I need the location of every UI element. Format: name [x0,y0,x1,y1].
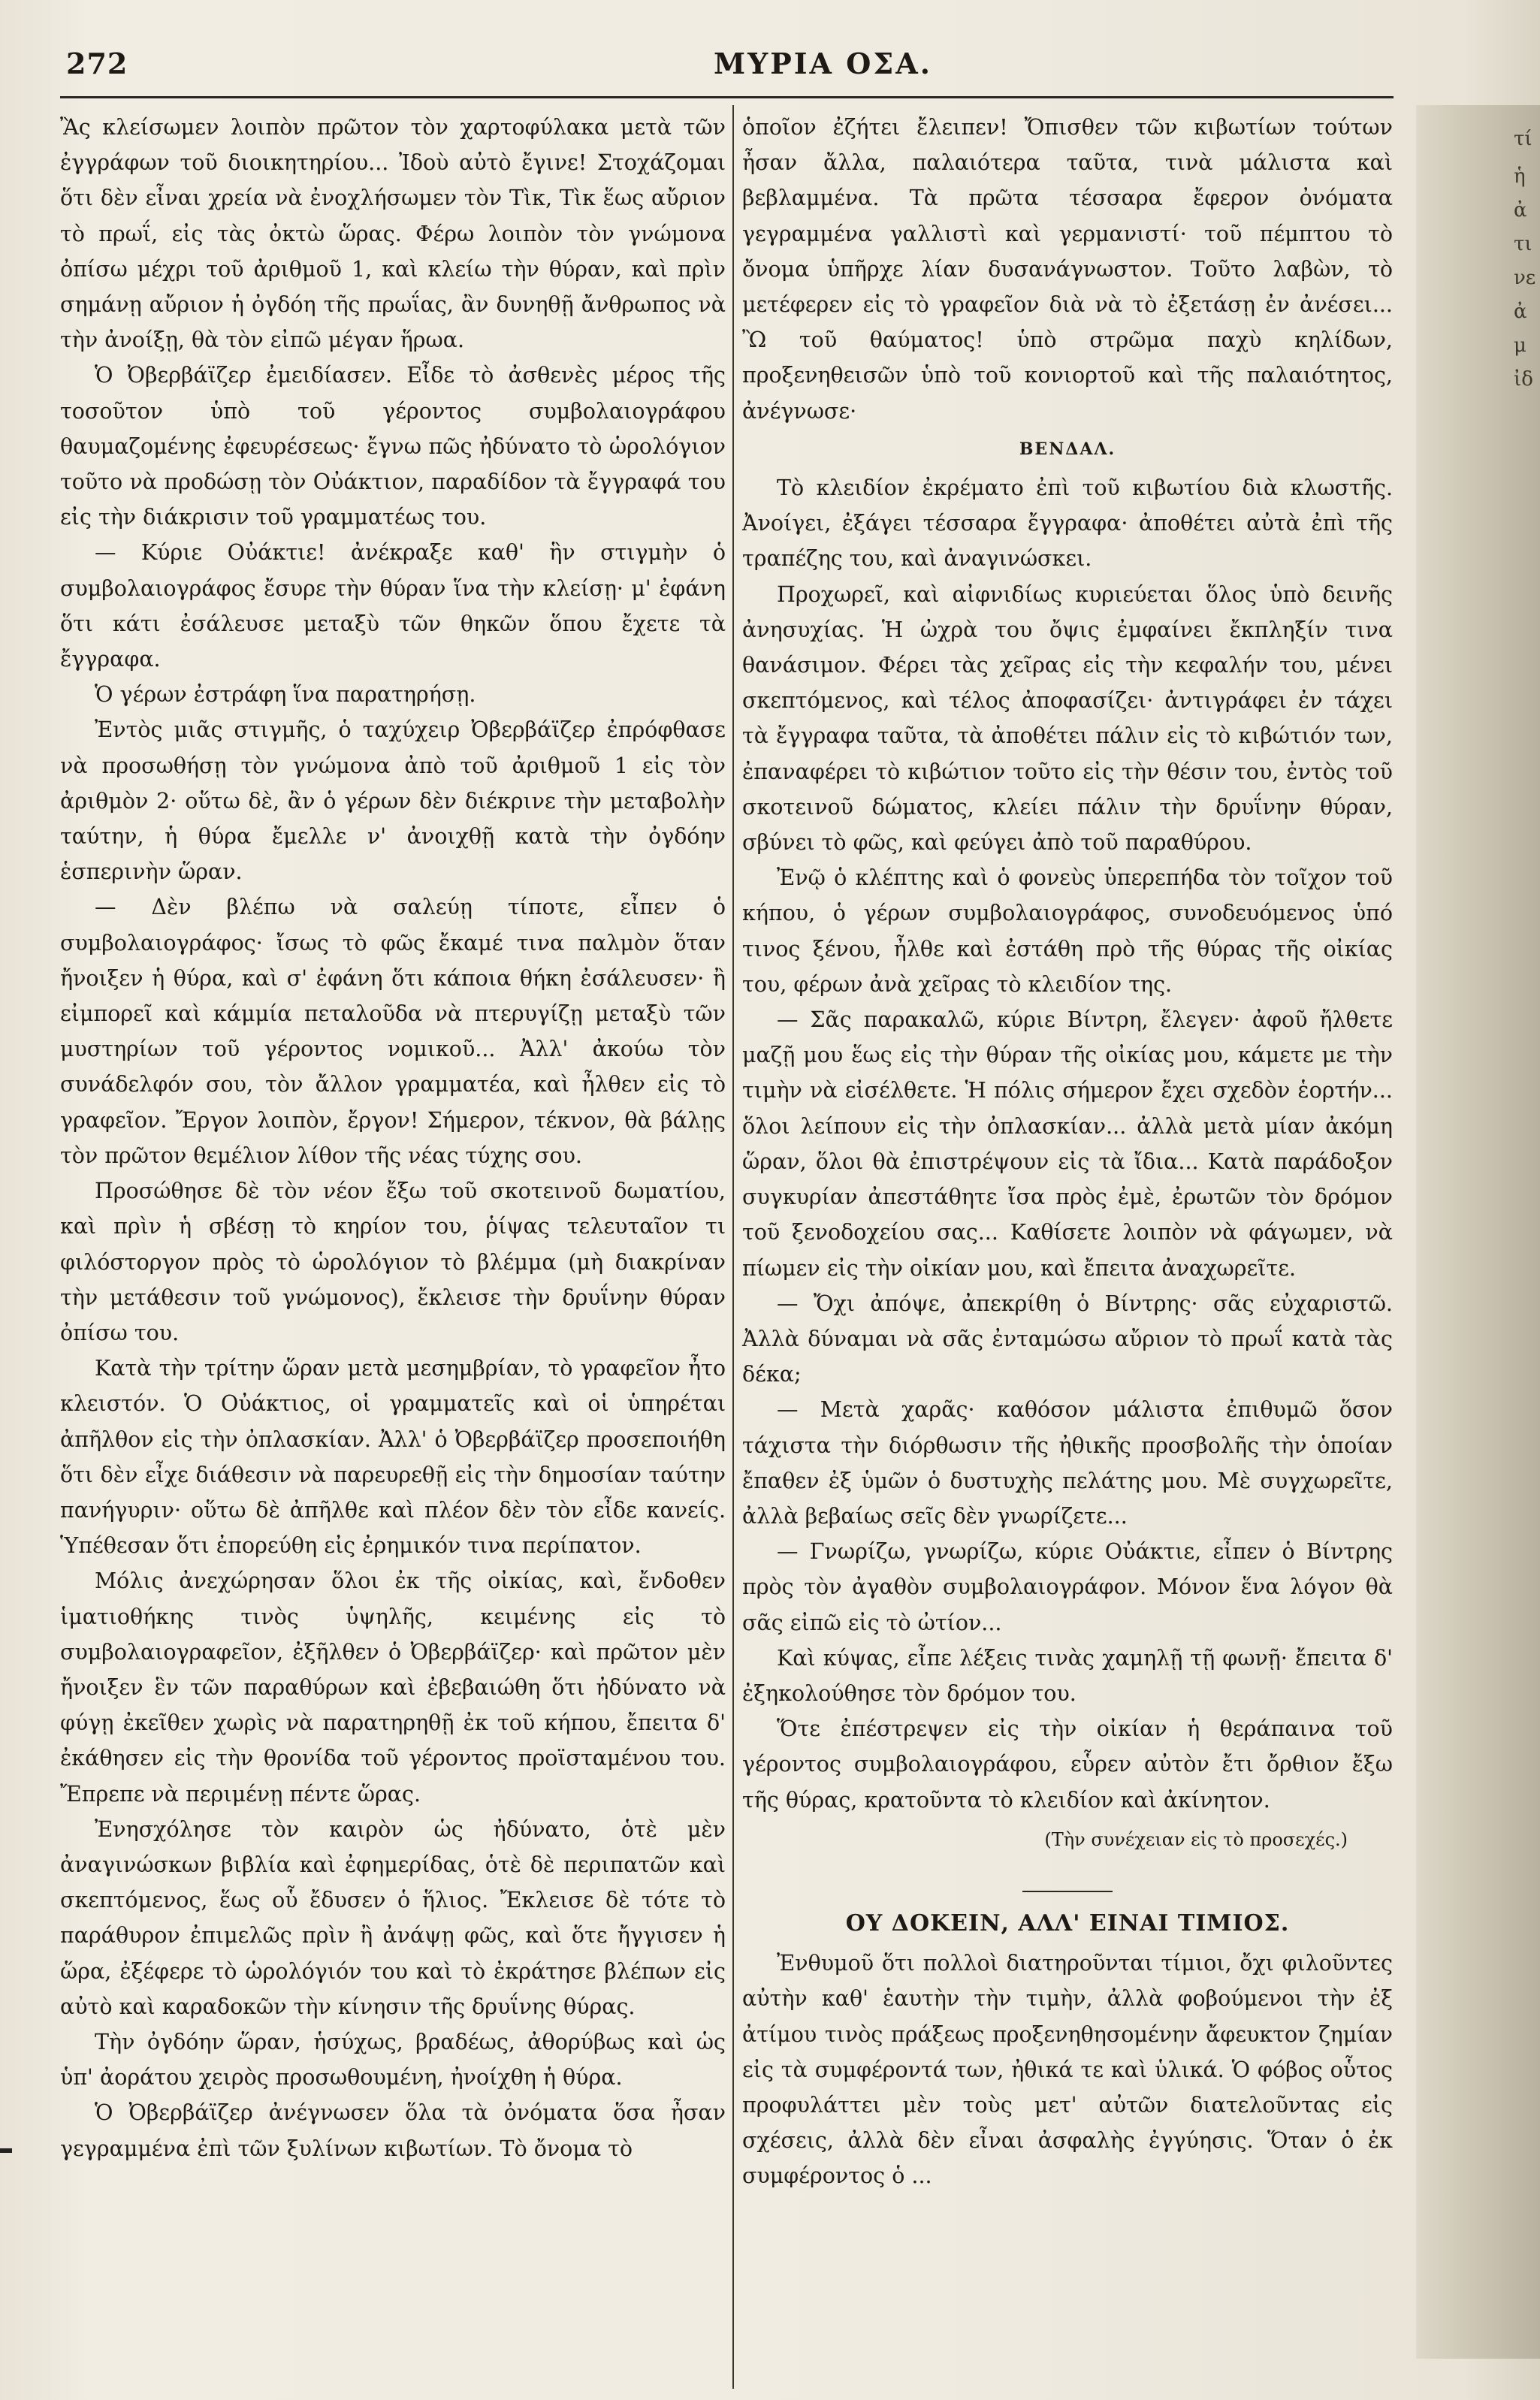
left-paragraph: Ἐνησχόλησε τὸν καιρὸν ὡς ἠδύνατο, ὁτὲ μὲν ἀναγινώσκων βιβλία καὶ ἐφημερίδας, ὁτὲ δὲ περιπατῶν καὶ σκεπτόμενος, ἕως οὗ ἔδυσεν ὁ ἥλιος. Ἔκλεισε δὲ τότε τὸ παράθυρον ἐπιμελῶς πρὶν ἢ ἀνάψῃ φῶς, καὶ ὅτε ἤγγισεν ἡ ὥρα, ἐξέφερε τὸ ὡρολόγιόν του καὶ τὸ ἐκράτησε βλέπων εἰς αὐτὸ καὶ καραδοκῶν τὴν κίνησιν τῆς δρυΐνης θύρας. [60,1816,726,2019]
facing-page-fragment: ἡ [1514,165,1526,188]
right-paragraph: — Γνωρίζω, γνωρίζω, κύριε Οὐάκτιε, εἶπεν ὁ Βίντρης πρὸς τὸν ἀγαθὸν συμβολαιογράφον. Μόνον ἕνα λόγον θὰ σᾶς εἰπῶ εἰς τὸ ὠτίον... [742,1539,1393,1635]
left-paragraph: Ὁ Ὀβερβάϊζερ ἀνέγνωσεν ὅλα τὰ ὀνόματα ὅσα ἦσαν γεγραμμένα ἐπὶ τῶν ξυλίνων κιβωτίων. Τὸ ὄνομα τὸ [60,2100,726,2161]
facing-page-edge [1416,105,1540,2359]
section-title: ΟΥ ΔΟΚΕΙΝ, ΑΛΛ' ΕΙΝΑΙ ΤΙΜΙΟΣ. [845,1909,1290,1937]
right-paragraph: — Ὄχι ἀπόψε, ἀπεκρίθη ὁ Βίντρης· σᾶς εὐχαριστῶ. Ἀλλὰ δύναμαι νὰ σᾶς ἐνταμώσω αὔριον τὸ πρωΐ κατὰ τὰς δέκα; [742,1291,1393,1387]
section-rule [1022,1891,1113,1892]
right-paragraph: Ἐνῷ ὁ κλέπτης καὶ ὁ φονεὺς ὑπερεπήδα τὸν τοῖχον τοῦ κήπου, ὁ γέρων συμβολαιογράφος, συνοδευόμενος ὑπό τινος ξένου, ἦλθε καὶ ἐστάθη πρὸ τῆς θύρας τῆς οἰκίας του, φέρων ἀνὰ χεῖρας τὸ κλειδίον της. [742,865,1393,997]
to-be-continued-note: (Τὴν συνέχειαν εἰς τὸ προσεχές.) [1044,1828,1348,1850]
header-rule [60,96,1394,98]
page-number: 272 [66,47,128,80]
facing-page-fragment: τι [1514,233,1532,255]
left-column [60,110,726,2166]
right-paragraph: — Σᾶς παρακαλῶ, κύριε Βίντρη, ἔλεγεν· ἀφοῦ ἤλθετε μαζῇ μου ἕως εἰς τὴν θύραν τῆς οἰκίας μου, κάμετε με τὴν τιμὴν νὰ εἰσέλθετε. Ἡ πόλις σήμερον ἔχει σχεδὸν ἑορτήν... ὅλοι λείπουν εἰς τὴν ὀπλασκίαν... ἀλλὰ μετὰ μίαν ἀκόμη ὥραν, ὅλοι θὰ ἐπιστρέψουν εἰς τὰ ἴδια... Κατὰ παράδοξον συγκυρίαν ἀπεστάθητε ἴσα πρὸς ἐμὲ, ἐρωτῶν τὸν δρόμον τοῦ ξενοδοχείου σας... Καθίσετε λοιπὸν νὰ φάγωμεν, νὰ πίωμεν εἰς τὴν οἰκίαν μου, καὶ ἔπειτα ἀναχωρεῖτε. [742,1007,1393,1281]
right-paragraph: ὁποῖον ἐζήτει ἔλειπεν! Ὄπισθεν τῶν κιβωτίων τούτων ἦσαν ἄλλα, παλαιότερα ταῦτα, τινὰ μάλιστα καὶ βεβλαμμένα. Τὰ πρῶτα τέσσαρα ἔφερον ὀνόματα γεγραμμένα γαλλιστὶ καὶ γερμανιστί· τοῦ πέμπτου τὸ ὄνομα ὑπῆρχε λίαν δυσανάγνωστον. Τοῦτο λαβὼν, τὸ μετέφερεν εἰς τὸ γραφεῖον διὰ νὰ τὸ ἐξετάσῃ ἐν ἀνέσει... Ὢ τοῦ θαύματος! ὑπὸ στρῶμα παχὺ κηλίδων, προξενηθεισῶν ὑπὸ τοῦ κονιορτοῦ καὶ τῆς παλαιότητος, ἀνέγνωσε· [742,115,1393,424]
right-paragraph: Τὸ κλειδίον ἐκρέματο ἐπὶ τοῦ κιβωτίου διὰ κλωστῆς. Ἀνοίγει, ἐξάγει τέσσαρα ἔγγραφα· ἀποθέτει αὐτὰ ἐπὶ τῆς τραπέζης του, καὶ ἀναγινώσκει. [742,475,1393,572]
facing-page-fragment: ἀ [1514,300,1527,323]
right-column [742,110,1393,2194]
facing-page-fragment: ἰδ [1514,368,1533,391]
right-paragraph: Ὅτε ἐπέστρεψεν εἰς τὴν οἰκίαν ἡ θεράπαινα τοῦ γέροντος συμβολαιογράφου, εὗρεν αὐτὸν ἔτι ὄρθιον ἔξω τῆς θύρας, κρατοῦντα τὸ κλειδίον καὶ ἀκίνητον. [742,1716,1393,1813]
left-paragraph: Μόλις ἀνεχώρησαν ὅλοι ἐκ τῆς οἰκίας, καὶ, ἔνδοθεν ἱματιοθήκης τινὸς ὑψηλῆς, κειμένης εἰς τὸ συμβολαιογραφεῖον, ἐξῆλθεν ὁ Ὀβερβάϊζερ· καὶ πρῶτον μὲν ἤνοιξεν ἓν τῶν παραθύρων καὶ ἐβεβαιώθη ὅτι ἠδύνατο νὰ φύγῃ ἐκεῖθεν χωρὶς νὰ παρατηρηθῇ ἐκ τοῦ κήπου, ἔπειτα δ' ἐκάθησεν εἰς τὴν θρονίδα τοῦ γέροντος προϊσταμένου του. Ἔπρεπε νὰ περιμένῃ πέντε ὥρας. [60,1568,726,1807]
left-paragraph: Ἐντὸς μιᾶς στιγμῆς, ὁ ταχύχειρ Ὀβερβάϊζερ ἐπρόφθασε νὰ προσωθήσῃ τὸν γνώμονα ἀπὸ τοῦ ἀριθμοῦ 1 εἰς τὸν ἀριθμὸν 2· οὕτω δὲ, ἂν ὁ γέρων δὲν διέκρινε τὴν μεταβολὴν ταύτην, ἡ θύρα ἔμελλε ν' ἀνοιχθῇ κατὰ τὴν ὀγδόην ἑσπερινὴν ὥραν. [60,717,726,885]
facing-page-fragment: τί [1514,128,1532,150]
column-divider [732,105,734,2389]
right-paragraph: Ἐνθυμοῦ ὅτι πολλοὶ διατηροῦνται τίμιοι, ὄχι φιλοῦντες αὐτὴν καθ' ἑαυτὴν τὴν τιμὴν, ἀλλὰ φοβούμενοι τὴν ἐξ ἀτίμου τινὸς πράξεως προξενηθησομένην ἄφευκτον ζημίαν εἰς τὰ συμφέροντά των, ἠθικά τε καὶ ὑλικά. Ὁ φόβος οὗτος προφυλάττει μὲν τοὺς μετ' αὐτῶν διατελοῦντας εἰς σχέσεις, ἀλλὰ δὲν εἶναι ἀσφαλὴς ἐγγύησις. Ὅταν ὁ ἐκ συμφέροντος ὁ ... [742,1951,1393,2189]
margin-mark [0,2148,12,2153]
left-paragraph: Ὁ γέρων ἐστράφη ἵνα παρατηρήσῃ. [95,682,476,708]
left-paragraph: Κατὰ τὴν τρίτην ὥραν μετὰ μεσημβρίαν, τὸ γραφεῖον ἦτο κλειστόν. Ὁ Οὐάκτιος, οἱ γραμματεῖς καὶ οἱ ὑπηρέται ἀπῆλθον εἰς τὴν ὀπλασκίαν. Ἀλλ' ὁ Ὀβερβάϊζερ προσεποιήθη ὅτι δὲν εἶχε διάθεσιν νὰ παρευρεθῇ εἰς τὴν δημοσίαν ταύτην πανήγυριν· οὕτω δὲ ἀπῆλθε καὶ πλέον δὲν τὸν εἶδε κανείς. Ὑπέθεσαν ὅτι ἐπορεύθη εἰς ἐρημικόν τινα περίπατον. [60,1356,726,1559]
facing-page-fragment: μ [1514,334,1526,357]
page-header [60,39,1394,92]
left-paragraph: Προσώθησε δὲ τὸν νέον ἔξω τοῦ σκοτεινοῦ δωματίου, καὶ πρὶν ἡ σβέσῃ τὸ κηρίον του, ῥίψας τελευταῖον τι φιλόστοργον πρὸς τὸ ὡρολόγιον τὸ βλέμμα (μὴ διακρίναν τὴν μετάθεσιν τοῦ γνώμονος), ἔκλεισε τὴν δρυΐνην θύραν ὀπίσω του. [60,1179,726,1345]
left-paragraph: Ἂς κλείσωμεν λοιπὸν πρῶτον τὸν χαρτοφύλακα μετὰ τῶν ἐγγράφων τοῦ διοικητηρίου... Ἰδοὺ αὐτὸ ἔγινε! Στοχάζομαι ὅτι δὲν εἶναι χρεία νὰ ἐνοχλήσωμεν τὸν Τὶκ, Τὶκ ἕως αὔριον τὸ πρωΐ, εἰς τὰς ὀκτὼ ὥρας. Φέρω λοιπὸν τὸν γνώμονα ὀπίσω μέχρι τοῦ ἀριθμοῦ 1, καὶ κλείω τὴν θύραν, καὶ πρὶν σημάνῃ αὔριον ἡ ὀγδόη τῆς πρωΐας, ἂν δυνηθῇ ἄνθρωπος νὰ τὴν ἀνοίξῃ, θὰ τὸν εἰπῶ μέγαν ἥρωα. [60,115,726,353]
left-paragraph: Ὁ Ὀβερβάϊζερ ἐμειδίασεν. Εἶδε τὸ ἀσθενὲς μέρος τῆς τοσοῦτον ὑπὸ τοῦ γέροντος συμβολαιογράφου θαυμαζομένης ἐφευρέσεως· ἔγνω πῶς ἠδύνατο τὸ ὡρολόγιον τοῦτο νὰ προδώσῃ τὸν Οὐάκτιον, παραδίδον τὰ ἔγγραφά του εἰς τὴν διάκρισιν τοῦ γραμματέως του. [60,363,726,530]
right-paragraph: Καὶ κύψας, εἶπε λέξεις τινὰς χαμηλῇ τῇ φωνῇ· ἔπειτα δ' ἐξηκολούθησε τὸν δρόμον του. [742,1645,1393,1706]
left-paragraph: — Δὲν βλέπω νὰ σαλεύῃ τίποτε, εἶπεν ὁ συμβολαιογράφος· ἴσως τὸ φῶς ἔκαμέ τινα παλμὸν ὅταν ἤνοιξεν ἡ θύρα, καὶ σ' ἐφάνη ὅτι κάποια θήκη ἐσάλευσεν· ἢ εἰμπορεῖ καὶ κάμμία πεταλοῦδα νὰ πτερυγίζῃ μεταξὺ τῶν μυστηρίων τοῦ γέροντος νομικοῦ... Ἀλλ' ἀκούω τὸν συνάδελφόν σου, τὸν ἄλλον γραμματέα, καὶ ἦλθεν εἰς τὸ γραφεῖον. Ἔργον λοιπὸν, ἔργον! Σήμερον, τέκνον, θὰ βάλῃς τὸν πρῶτον θεμέλιον λίθον τῆς νέας τύχης σου. [60,895,726,1168]
facing-page-fragment: νε [1514,267,1536,289]
left-paragraph: Τὴν ὀγδόην ὥραν, ἡσύχως, βραδέως, ἀθορύβως καὶ ὡς ὑπ' ἀοράτου χειρὸς προσωθουμένη, ἠνοίχθη ἡ θύρα. [60,2029,726,2091]
right-paragraph: — Μετὰ χαρᾶς· καθόσον μάλιστα ἐπιθυμῶ ὅσον τάχιστα τὴν διόρθωσιν τῆς ἠθικῆς προσβολῆς τὴν ὁποίαν ἔπαθεν ἐξ ὑμῶν ὁ δυστυχὴς πελάτης μου. Μὲ συγχωρεῖτε, ἀλλὰ βεβαίως σεῖς δὲν γνωρίζετε... [742,1397,1393,1529]
right-paragraph: Προχωρεῖ, καὶ αἰφνιδίως κυριεύεται ὅλος ὑπὸ δεινῆς ἀνησυχίας. Ἡ ὠχρὰ του ὄψις ἐμφαίνει ἔκπληξίν τινα θανάσιμον. Φέρει τὰς χεῖρας εἰς τὴν κεφαλήν του, μένει σκεπτόμενος, καὶ τέλος ἀποφασίζει· ἀντιγράφει ἐν τάχει τὰ ἔγγραφα ταῦτα, τὰ ἀποθέτει πάλιν εἰς τὸ κιβώτιόν των, ἐπαναφέρει τὸ κιβώτιον τοῦτο εἰς τὴν θέσιν του, ἐντὸς τοῦ σκοτεινοῦ δώματος, κλείει πάλιν τὴν δρυΐνην θύραν, σβύνει τὸ φῶς, καὶ φεύγει ἀπὸ τοῦ παραθύρου. [742,581,1393,856]
signoff: ΒΕΝΔΑΛ. [1019,439,1116,459]
left-paragraph: — Κύριε Οὐάκτιε! ἀνέκραξε καθ' ἣν στιγμὴν ὁ συμβολαιογράφος ἔσυρε τὴν θύραν ἵνα τὴν κλείσῃ· μ' ἐφάνη ὅτι κάτι ἐσάλευσε μεταξὺ τῶν θηκῶν ὅπου ἔχετε τὰ ἔγγραφα. [60,540,726,672]
facing-page-fragment: ἀ [1514,199,1527,222]
running-title: ΜΥΡΙΑ ΟΣΑ. [714,47,932,80]
